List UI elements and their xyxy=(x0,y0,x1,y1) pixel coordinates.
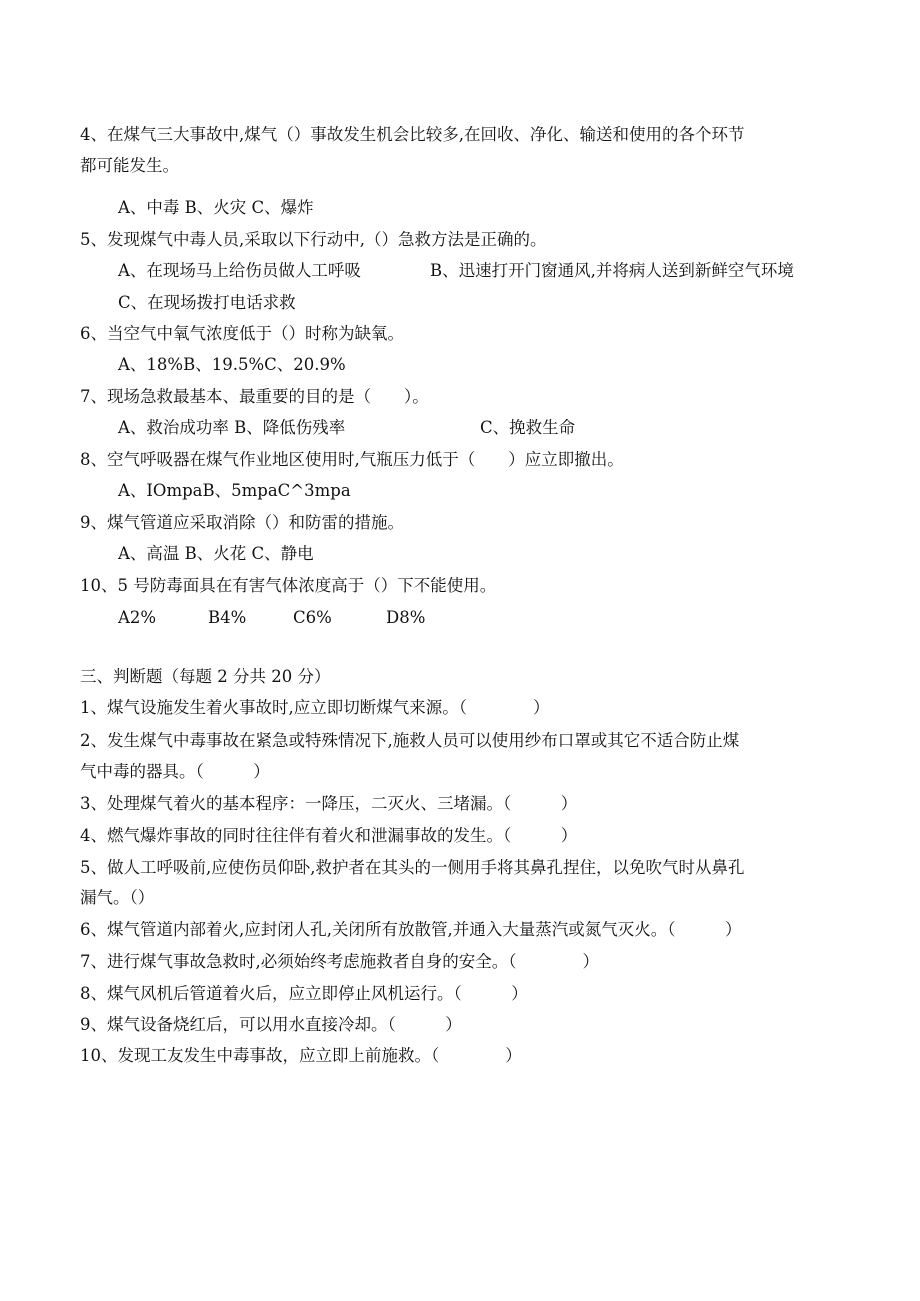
q4-stem-line1: 4、在煤气三大事故中,煤气（）事故发生机会比较多,在回收、净化、输送和使用的各个环节 xyxy=(80,125,745,144)
q4-stem-line2: 都可能发生。 xyxy=(80,156,179,175)
q10-option-a: A2% xyxy=(118,608,157,627)
tf-item-7: 7、进行煤气事故急救时,必须始终考虑施救者自身的安全。（ ） xyxy=(80,952,599,971)
tf-item-2-line1: 2、发生煤气中毒事故在紧急或特殊情况下,施救人员可以使用纱布口罩或其它不适合防止煤 xyxy=(80,731,740,750)
q10-stem: 10、5 号防毒面具在有害气体浓度高于（）下不能使用。 xyxy=(80,576,497,595)
tf-item-10: 10、发现工友发生中毒事故，应立即上前施救。（ ） xyxy=(80,1046,522,1065)
q10-option-b: B4% xyxy=(208,608,247,627)
q8-options: A、IOmpaB、5mpaC^3mpa xyxy=(118,481,351,500)
q7-options-ab: A、救治成功率 B、降低伤残率 xyxy=(118,418,346,437)
tf-item-5-line2: 漏气。（） xyxy=(80,888,155,907)
q10-option-c: C6% xyxy=(293,608,332,627)
tf-item-1: 1、煤气设施发生着火事故时,应立即切断煤气来源。（ ） xyxy=(80,698,550,717)
q5-option-c: C、在现场拨打电话求救 xyxy=(118,293,296,312)
tf-item-5-line1: 5、做人工呼吸前,应使伤员仰卧,救护者在其头的一侧用手将其鼻孔捏住，以免吹气时从鼻孔 xyxy=(80,858,745,877)
q9-stem: 9、煤气管道应采取消除（）和防雷的措施。 xyxy=(80,513,404,532)
q5-option-b: B、迅速打开门窗通风,并将病人送到新鲜空气环境 xyxy=(430,261,794,280)
tf-item-6: 6、煤气管道内部着火,应封闭人孔,关闭所有放散管,并通入大量蒸汽或氮气灭火。（ ） xyxy=(80,920,742,939)
tf-item-2-line2: 气中毒的器具。（ ） xyxy=(80,762,270,781)
q4-options: A、中毒 B、火灾 C、爆炸 xyxy=(118,198,314,217)
tf-item-9: 9、煤气设备烧红后，可以用水直接冷却。（ ） xyxy=(80,1015,462,1034)
tf-item-4: 4、燃气爆炸事故的同时往往伴有着火和泄漏事故的发生。（ ） xyxy=(80,826,578,845)
q9-options: A、高温 B、火花 C、静电 xyxy=(118,544,314,563)
q6-stem: 6、当空气中氧气浓度低于（）时称为缺氧。 xyxy=(80,324,404,343)
q6-options: A、18%B、19.5%C、20.9% xyxy=(118,355,346,374)
q5-option-a: A、在现场马上给伤员做人工呼吸 xyxy=(118,261,361,280)
q10-option-d: D8% xyxy=(386,608,426,627)
q5-stem: 5、发现煤气中毒人员,采取以下行动中,（）急救方法是正确的。 xyxy=(80,230,547,249)
section3-heading: 三、判断题（每题 2 分共 20 分） xyxy=(80,667,331,686)
tf-item-8: 8、煤气风机后管道着火后，应立即停止风机运行。（ ） xyxy=(80,984,528,1003)
q7-option-c: C、挽救生命 xyxy=(480,418,576,437)
q8-stem: 8、空气呼吸器在煤气作业地区使用时,气瓶压力低于（ ）应立即撤出。 xyxy=(80,450,624,469)
q7-stem: 7、现场急救最基本、最重要的目的是（ ）。 xyxy=(80,387,429,406)
tf-item-3: 3、处理煤气着火的基本程序：一降压，二灭火、三堵漏。（ ） xyxy=(80,794,578,813)
